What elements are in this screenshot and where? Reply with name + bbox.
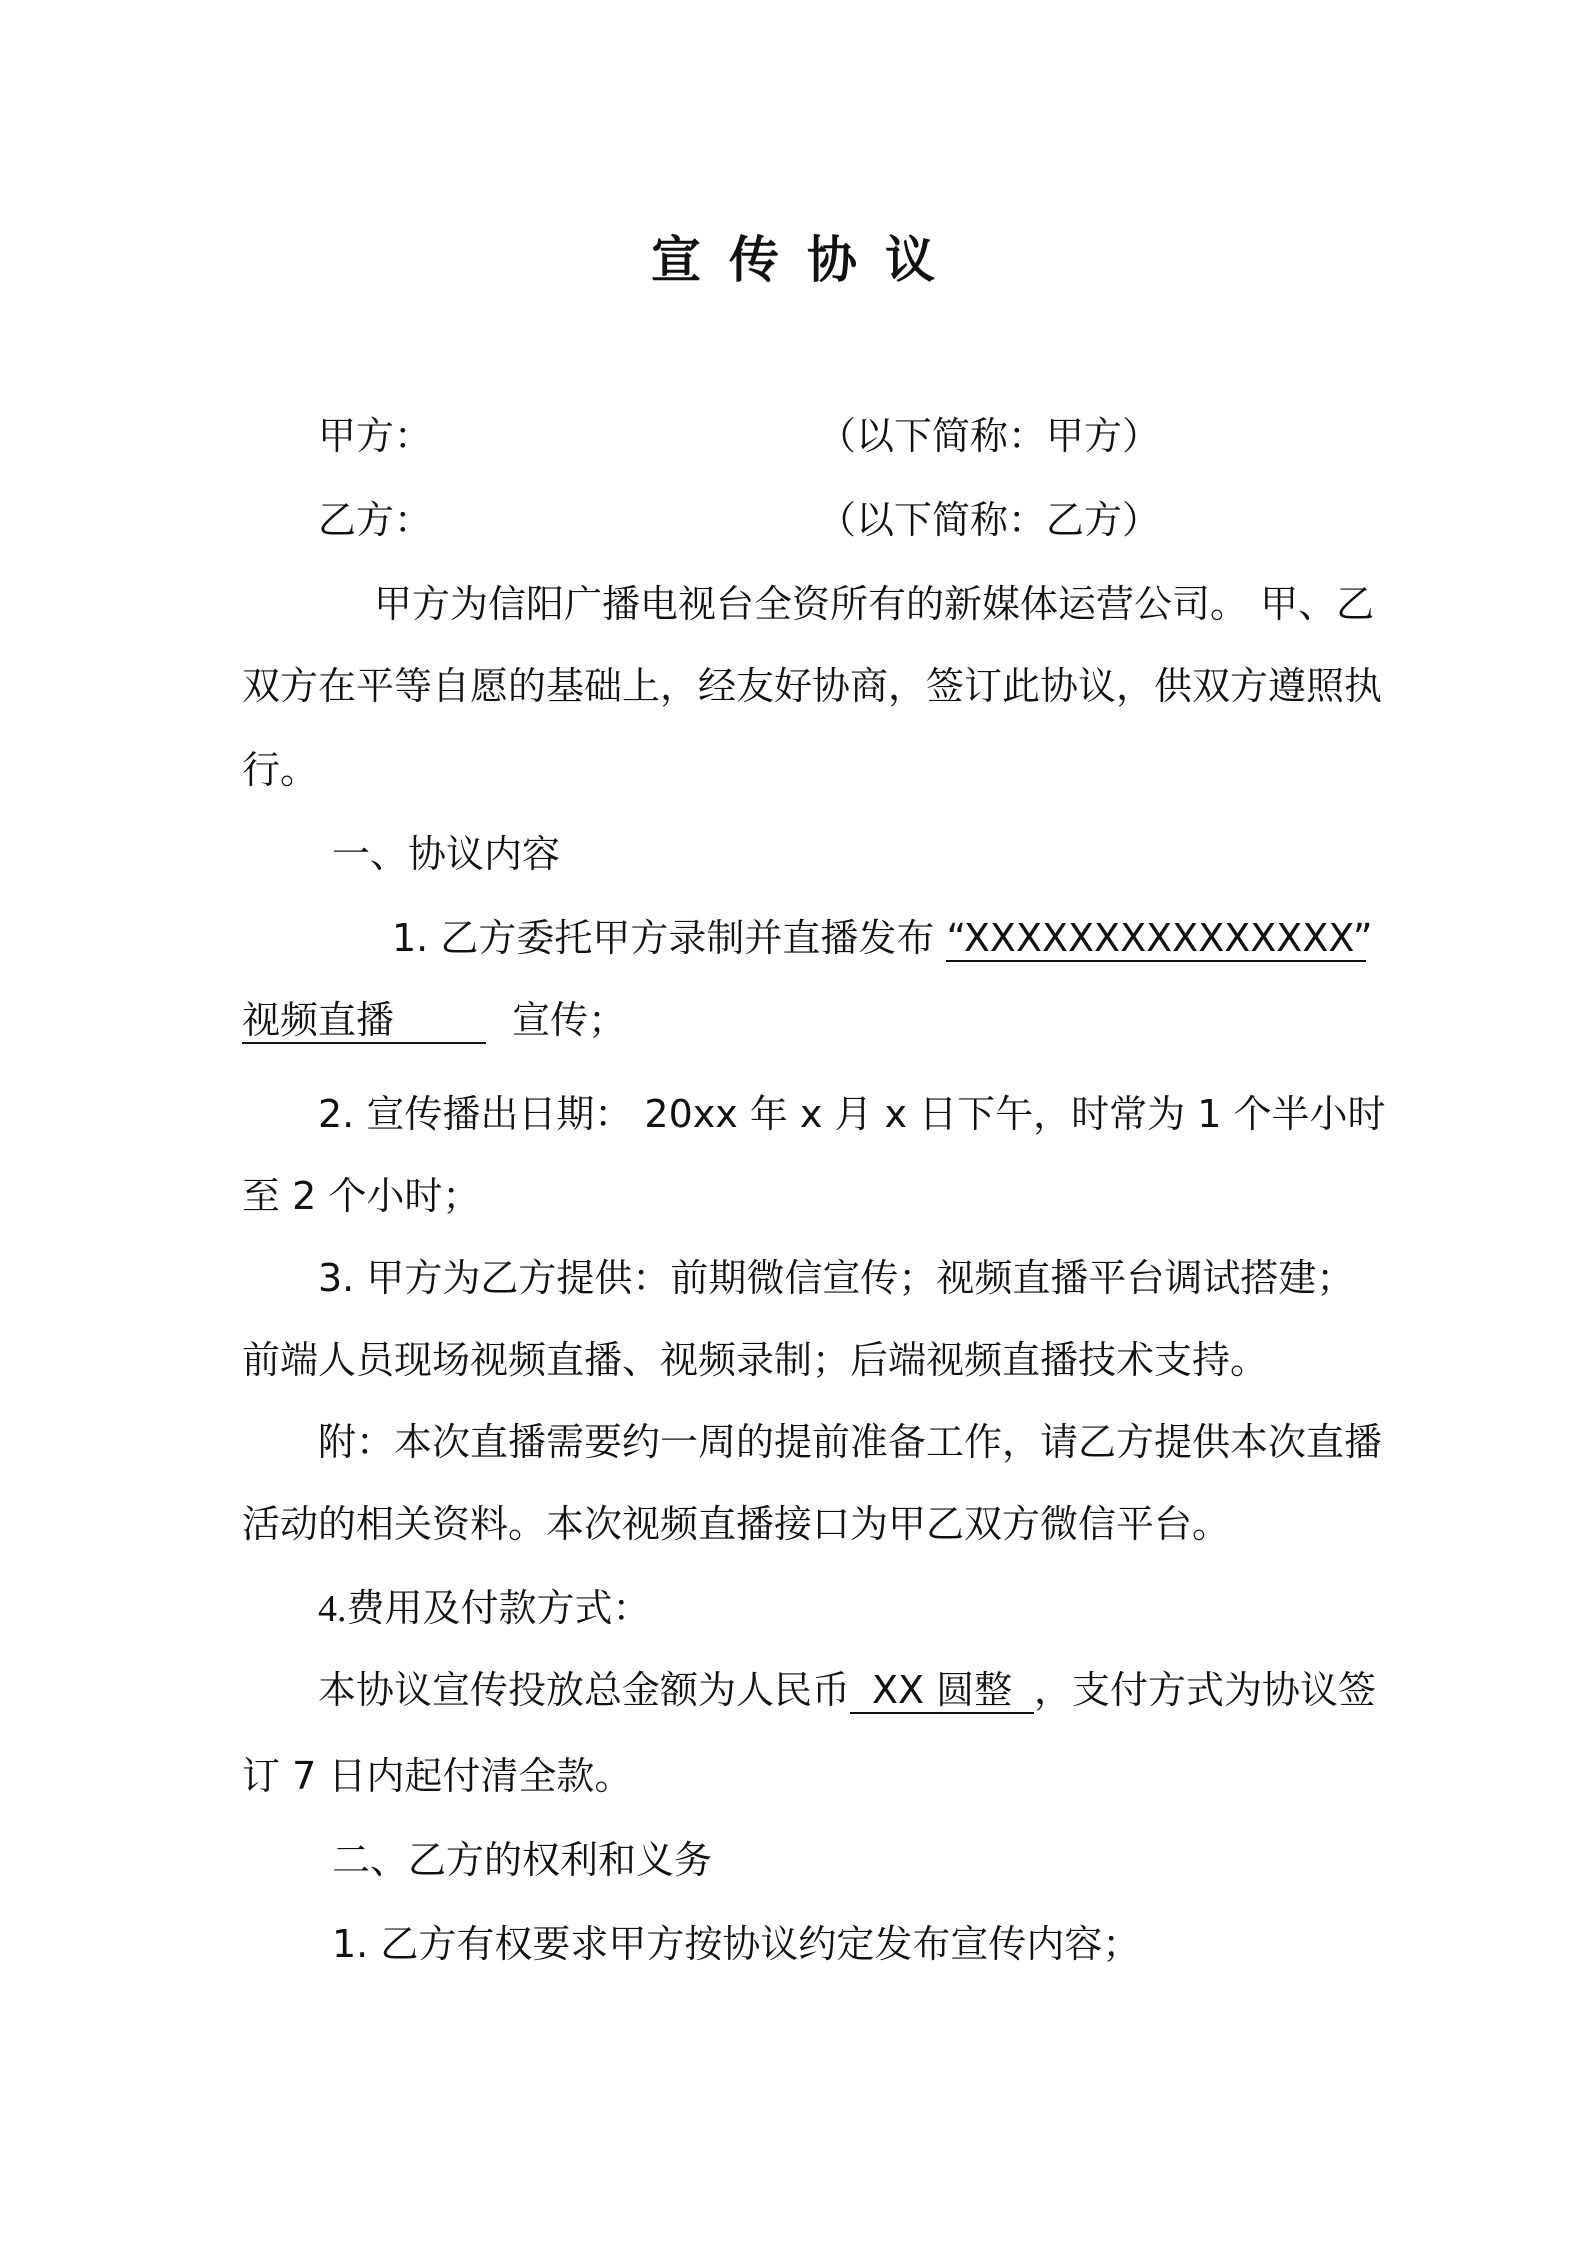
item-1-underlined-text: 视频直播: [242, 998, 395, 1042]
section-1-item-2-line-2: 至 2 个小时；: [242, 1174, 481, 1218]
section-1-note-line-1: 附：本次直播需要约一周的提前准备工作，请乙方提供本次直播: [318, 1420, 1383, 1464]
document-title: 宣传协议: [651, 231, 963, 289]
item-4-amount-text: XX 圆整: [871, 1668, 1013, 1712]
item-1-quoted-text: “XXXXXXXXXXXXXXX”: [946, 916, 1373, 960]
section-1-item-1-line-2: [242, 996, 626, 1044]
party-b-label: 乙方：: [318, 498, 433, 542]
item-4-amount-field: [850, 1668, 1034, 1714]
item-4-heading-text: 费用及付款方式：: [346, 1586, 651, 1630]
section-1-heading: 一、协议内容: [332, 832, 561, 876]
party-a-note: （以下简称：甲方）: [818, 414, 1161, 458]
item-1-suffix: 宣传；: [512, 998, 627, 1042]
section-1-item-4-heading: [318, 1584, 651, 1633]
section-1-item-3-line-2: 前端人员现场视频直播、视频录制；后端视频直播技术支持。: [242, 1338, 1269, 1382]
section-2-heading: 二、乙方的权利和义务: [332, 1838, 713, 1882]
intro-line-3: 行。: [242, 748, 319, 792]
section-1-item-4-line-1: [318, 1666, 1376, 1714]
item-1-prefix: 1. 乙方委托甲方录制并直播发布: [392, 916, 935, 960]
item-4-prefix: 本协议宣传投放总金额为人民币: [318, 1668, 851, 1712]
item-4-suffix: ，支付方式为协议签: [1034, 1668, 1377, 1712]
section-1-item-3-line-1: 3. 甲方为乙方提供：前期微信宣传；视频直播平台调试搭建；: [318, 1256, 1355, 1300]
intro-line-1: 甲方为信阳广播电视台全资所有的新媒体运营公司。 甲、乙: [374, 582, 1375, 626]
section-1-item-1-line-1: [392, 914, 1373, 962]
party-b-note: （以下简称：乙方）: [818, 498, 1161, 542]
item-1-underlined-field: [242, 998, 486, 1044]
item-4-number: 4.: [318, 1588, 347, 1630]
section-1-item-4-line-2: 订 7 日内起付清全款。: [242, 1754, 633, 1798]
party-a-label: 甲方：: [318, 414, 433, 458]
item-1-quoted-field: [946, 916, 1373, 962]
section-1-note-line-2: 活动的相关资料。本次视频直播接口为甲乙双方微信平台。: [242, 1502, 1231, 1546]
section-1-item-2-line-1: 2. 宣传播出日期： 20xx 年 x 月 x 日下午，时常为 1 个半小时: [318, 1092, 1386, 1136]
intro-line-2: 双方在平等自愿的基础上，经友好协商，签订此协议，供双方遵照执: [242, 664, 1383, 708]
section-2-item-1: 1. 乙方有权要求甲方按协议约定发布宣传内容；: [332, 1922, 1141, 1966]
